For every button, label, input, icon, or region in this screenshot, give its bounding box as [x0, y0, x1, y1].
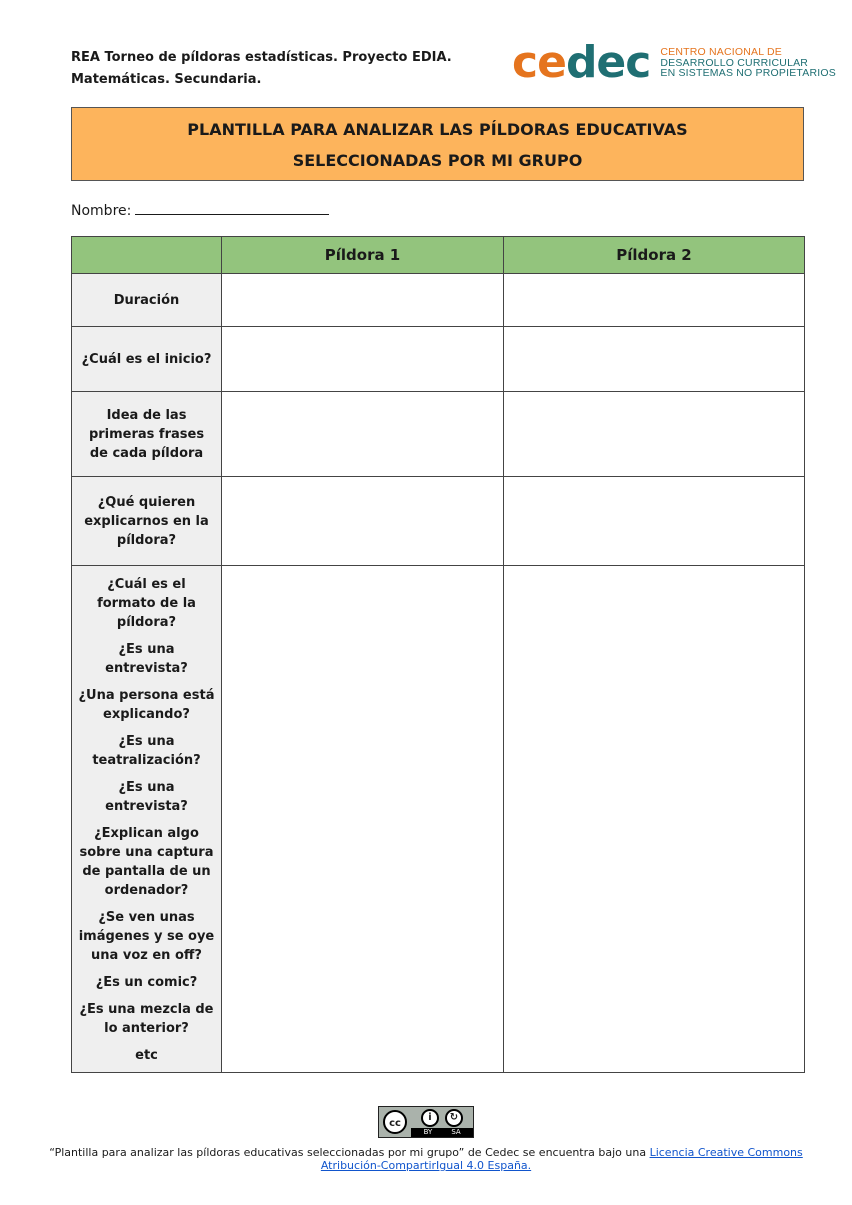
- badge-strip: [411, 1128, 473, 1137]
- row-label-formato: [72, 566, 222, 1073]
- format-question: ¿Es una entrevista?: [105, 642, 188, 676]
- format-question: ¿Es un comic?: [95, 975, 198, 990]
- row-label-duracion: Duración: [72, 274, 222, 327]
- header-pildora-2: Píldora 2: [504, 237, 805, 274]
- attribution-icon: i: [421, 1109, 439, 1127]
- table-row: [72, 327, 805, 392]
- table-header-row: [72, 237, 805, 274]
- format-question: ¿Es una entrevista?: [105, 780, 188, 814]
- cc-by-sa-badge[interactable]: [378, 1106, 474, 1138]
- cell-pildora-1[interactable]: [222, 327, 504, 392]
- row-label-inicio: ¿Cuál es el inicio?: [72, 327, 222, 392]
- license-statement: “Plantilla para analizar las píldoras educativas seleccionadas por mi grupo” de Cedec se encuentra bajo una: [49, 1146, 650, 1159]
- cedec-logo: [512, 37, 836, 88]
- logo-subtitle: CENTRO NACIONAL DE DESARROLLO CURRICULAR EN SISTEMAS NO PROPIETARIOS: [660, 46, 836, 80]
- document-header: [71, 47, 452, 91]
- header-pildora-1: Píldora 1: [222, 237, 504, 274]
- row-label-que-explican: ¿Qué quieren explicarnos en la píldora?: [72, 477, 222, 566]
- table-row: [72, 392, 805, 477]
- cell-pildora-2[interactable]: [504, 274, 805, 327]
- name-blank-line[interactable]: [135, 200, 329, 215]
- title-line-1: PLANTILLA PARA ANALIZAR LAS PÍLDORAS EDUCATIVAS: [187, 120, 688, 139]
- header-line-1: REA Torneo de píldoras estadísticas. Proyecto EDIA.: [71, 50, 452, 65]
- table-row: [72, 566, 805, 1073]
- analysis-table: [71, 236, 805, 1073]
- logo-wordmark: cedec: [512, 37, 651, 88]
- table-row: [72, 274, 805, 327]
- share-alike-icon: ↻: [445, 1109, 463, 1127]
- format-question: ¿Una persona está explicando?: [78, 688, 215, 722]
- cell-pildora-2[interactable]: [504, 477, 805, 566]
- format-question: ¿Se ven unas imágenes y se oye una voz en off?: [78, 910, 215, 963]
- cell-pildora-2[interactable]: [504, 566, 805, 1073]
- title-line-2: SELECCIONADAS POR MI GRUPO: [292, 151, 583, 170]
- cell-pildora-2[interactable]: [504, 327, 805, 392]
- format-question: ¿Explican algo sobre una captura de pantalla de un ordenador?: [79, 826, 214, 898]
- cell-pildora-1[interactable]: [222, 566, 504, 1073]
- name-field: [71, 200, 329, 219]
- title-banner: [71, 107, 804, 181]
- cell-pildora-1[interactable]: [222, 392, 504, 477]
- header-empty: [72, 237, 222, 274]
- format-question: ¿Es una teatralización?: [92, 734, 201, 768]
- license-footer: [0, 1106, 852, 1172]
- table-row: [72, 477, 805, 566]
- by-label: BY: [423, 1128, 433, 1136]
- license-link[interactable]: Licencia Creative Commons Atribución-CompartirIgual 4.0 España.: [320, 1146, 803, 1172]
- sa-label: SA: [451, 1128, 461, 1136]
- row-label-primeras-frases: Idea de las primeras frases de cada píldora: [72, 392, 222, 477]
- cell-pildora-1[interactable]: [222, 477, 504, 566]
- format-question: etc: [135, 1048, 158, 1063]
- format-question: ¿Cuál es el formato de la píldora?: [97, 577, 196, 630]
- license-text: [0, 1146, 852, 1172]
- header-line-2: Matemáticas. Secundaria.: [71, 72, 262, 87]
- name-label: Nombre:: [71, 203, 132, 219]
- cell-pildora-2[interactable]: [504, 392, 805, 477]
- cell-pildora-1[interactable]: [222, 274, 504, 327]
- format-question: ¿Es una mezcla de lo anterior?: [79, 1002, 214, 1036]
- cc-icon: cc: [383, 1110, 407, 1134]
